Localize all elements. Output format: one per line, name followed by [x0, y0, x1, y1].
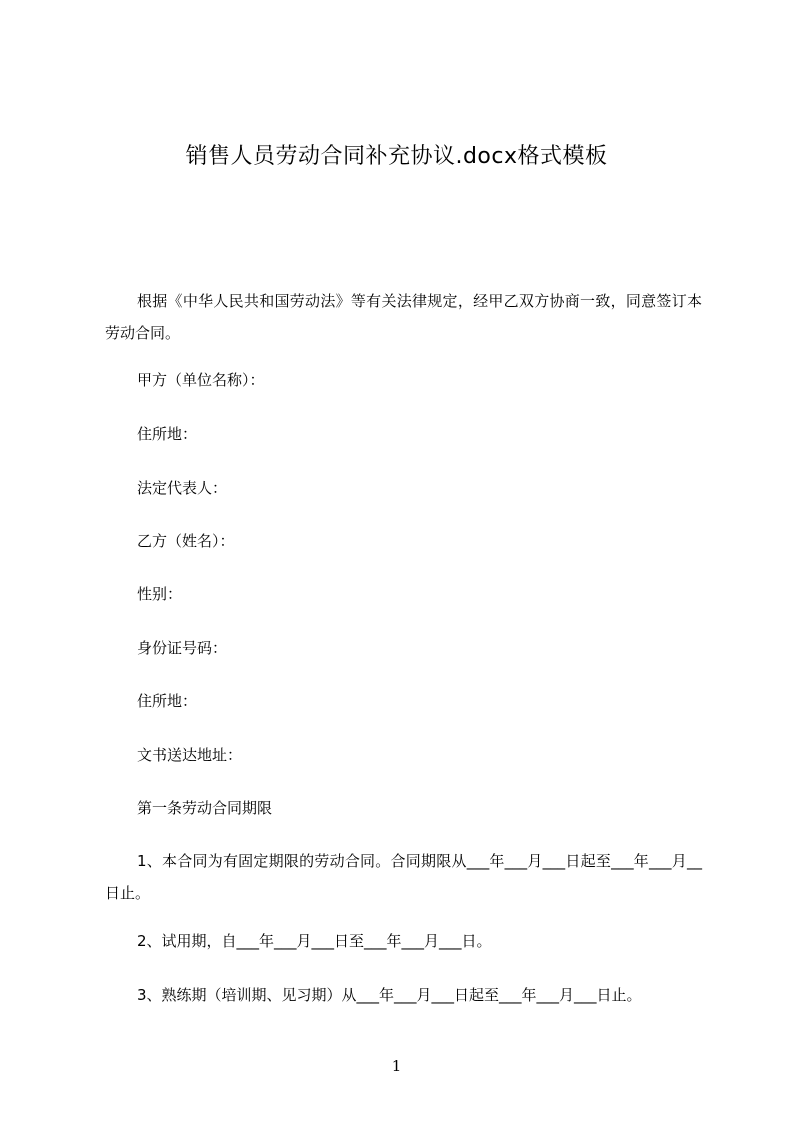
clause-2: 2、试用期，自___年___月___日至___年___月___日。: [137, 932, 492, 950]
id-number-field: 身份证号码：: [137, 639, 228, 657]
page-number: 1: [391, 1057, 402, 1075]
party-b-field: 乙方（姓名）：: [137, 532, 235, 550]
party-b-address-field: 住所地：: [137, 692, 198, 710]
party-a-field: 甲方（单位名称）：: [137, 371, 265, 389]
party-a-address-field: 住所地：: [137, 425, 198, 443]
clause-3: 3、熟练期（培训期、见习期）从___年___月___日起至___年___月___日止。: [137, 986, 642, 1004]
delivery-address-field: 文书送达地址：: [137, 746, 243, 764]
article-1-heading: 第一条劳动合同期限: [137, 799, 273, 817]
intro-paragraph: 根据《中华人民共和国劳动法》等有关法律规定，经甲乙双方协商一致，同意签订本劳动合同。: [105, 292, 702, 342]
document-title: 销售人员劳动合同补充协议.docx格式模板: [185, 144, 608, 169]
clause-1: 1、本合同为有固定期限的劳动合同。合同期限从___年___月___日起至___年___月__日止。: [105, 852, 702, 902]
gender-field: 性别：: [137, 585, 183, 603]
legal-representative-field: 法定代表人：: [137, 479, 228, 497]
